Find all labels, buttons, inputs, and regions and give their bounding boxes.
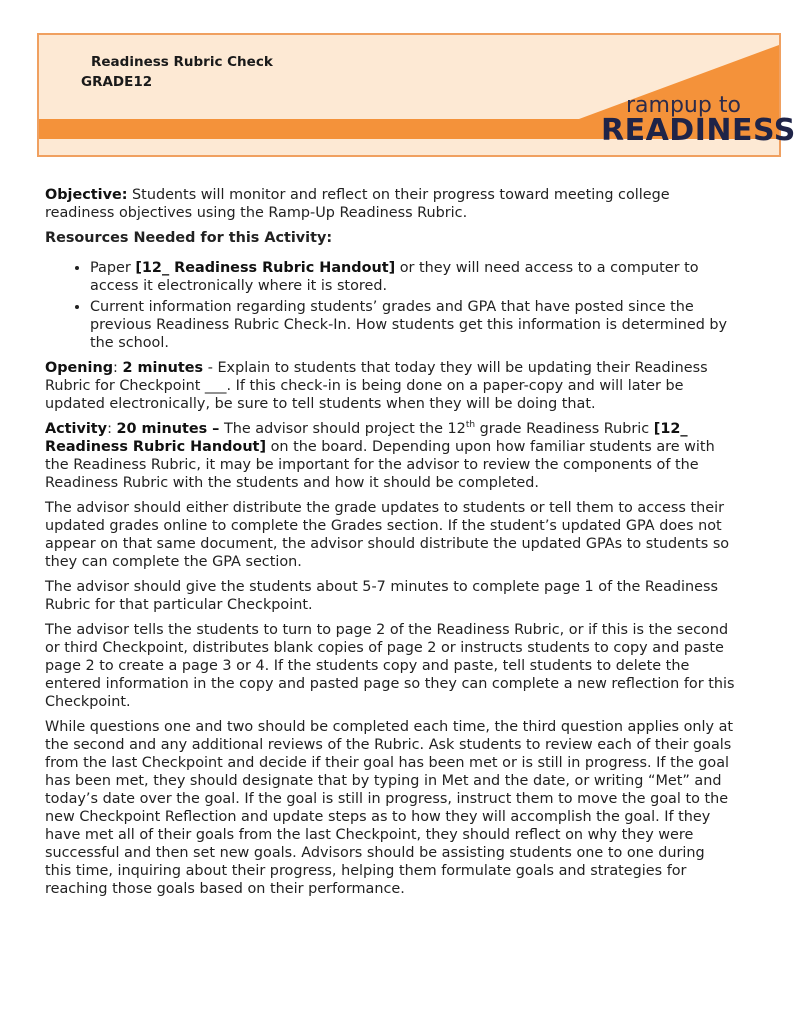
logo-text-bottom: READINESS [601, 113, 796, 148]
activity-text-c: on the board. Depending upon how familiar students are with the Readiness Rubric, it may be important for the advisor to review the components of the Readiness Rubric with the students and how it should be completed. [45, 439, 715, 491]
activity-text-a: The advisor should project the 12 [219, 421, 466, 437]
resources-heading: Resources Needed for this Activity: [45, 230, 333, 246]
opening-label: Opening [45, 360, 114, 376]
opening-sep: : [113, 360, 123, 376]
objective-paragraph [45, 186, 735, 222]
activity-paragraph [45, 420, 735, 492]
activity-sup: th [465, 420, 476, 431]
body-paragraph: While questions one and two should be completed each time, the third question applies only at the second and any additional reviews of the Rubric. Ask students to review each of their goals from the last Checkpoint and decide if their goal has been met or is still in progress. If the goal has been met, they should designate that by typing in Met and the date, or writing “Met” and today’s date over the goal. If the goal is still in progress, instruct them to move the goal to the new Checkpoint Reflection and update steps as to how they will accomplish the goal. If they have met all of their goals from the last Checkpoint, they should reflect on why they were successful and then set new goals. Advisors should be assisting students one to one during this time, inquiring about their progress, helping them formulate goals and strategies for reaching those goals based on their performance. [45, 719, 734, 897]
activity-label: Activity [45, 421, 108, 437]
opening-duration: 2 minutes [122, 360, 204, 376]
resources-item [90, 259, 735, 295]
opening-paragraph [45, 359, 735, 413]
objective-label: Objective: [45, 187, 128, 203]
resource-item1-prefix: Paper [90, 260, 136, 276]
activity-text-b: grade Readiness Rubric [475, 421, 654, 437]
body-paragraph: The advisor should either distribute the grade updates to students or tell them to access their updated grades online to complete the Grades section. If the student’s updated GPA does not appear on that same document, the advisor should distribute the updated GPAs to students so they can complete the GPA section. [45, 500, 730, 570]
resources-item: • Current information regarding students’ grades and GPA that have posted since the previous Readiness Rubric Check-In. How students get this information is determined by the school. [90, 298, 735, 352]
objective-text: Students will monitor and reflect on their progress toward meeting college readiness objectives using the Ramp-Up Readiness Rubric. [45, 187, 670, 221]
document-body [45, 186, 735, 905]
grade-label: GRADE12 [81, 74, 153, 90]
opening-text: - Explain to students that today they will be updating their Readiness Rubric for Checkpoint ___. If this check-in is being done on a paper-copy and will later be updated electronically, be sure to tell students when they will be doing that. [45, 360, 708, 412]
header-banner [37, 33, 796, 157]
resources-list [45, 259, 735, 352]
logo-text-top: rampup to [626, 93, 741, 118]
activity-handout: [12_ Readiness Rubric Handout] [45, 421, 688, 455]
body-paragraph: The advisor tells the students to turn to page 2 of the Readiness Rubric, or if this is the second or third Checkpoint, distributes blank copies of page 2 or instructs students to copy and paste page 2 to create a page 3 or 4. If the students copy and paste, tell students to delete the entered information in the copy and pasted page so they can complete a new reflection for this Checkpoint. [45, 622, 735, 710]
body-paragraph: The advisor should give the students about 5-7 minutes to complete page 1 of the Readiness Rubric for that particular Checkpoint. [45, 579, 719, 613]
document-title: Readiness Rubric Check [91, 54, 273, 70]
activity-sep: : [107, 421, 117, 437]
resource-item1-handout: [12_ Readiness Rubric Handout] [135, 260, 396, 276]
activity-duration: 20 minutes – [116, 421, 220, 437]
resource-item1-suffix: or they will need access to a computer to access it electronically where it is stored. [90, 260, 699, 294]
